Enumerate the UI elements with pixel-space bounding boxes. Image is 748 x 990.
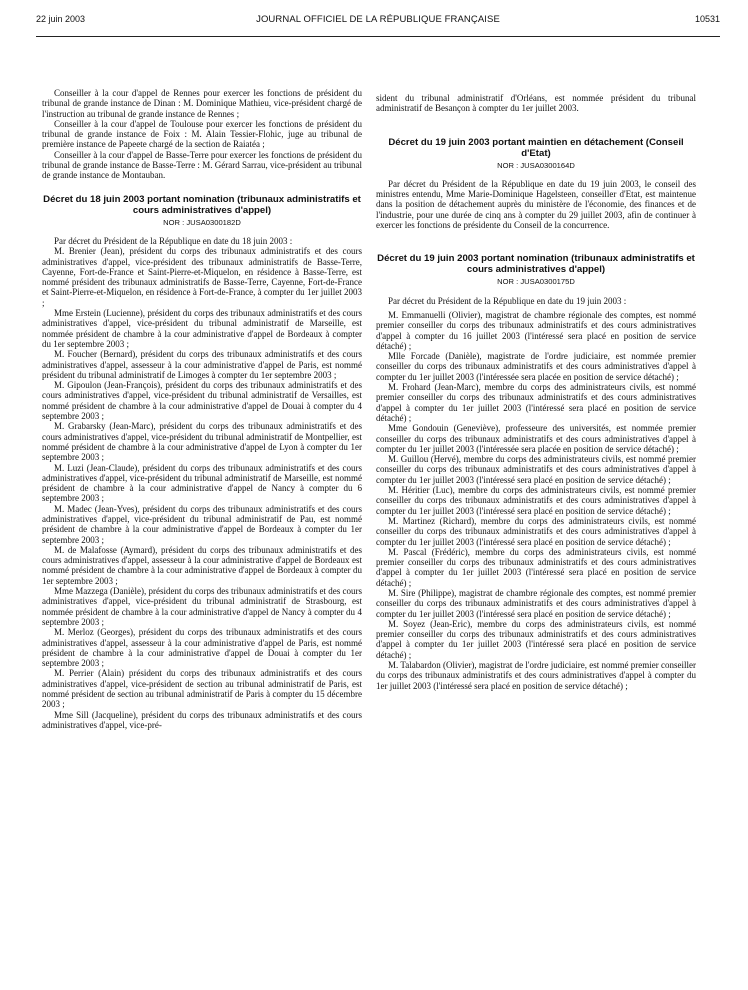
continuation-paragraph: sident du tribunal administratif d'Orléans, est nommée président du tribunal administratif de Besançon à compter du 1er juillet 2003. (376, 93, 696, 114)
decree-paragraph: M. Merloz (Georges), président du corps des tribunaux administratifs et des cours administratives d'appel, assesseur à la cour administrative d'appel de Paris, est nommé président de chambre à la cour administrative d'appel de Douai à compter du 1er septembre 2003 ; (42, 627, 362, 669)
header-rule (36, 36, 720, 37)
decree-title: Décret du 19 juin 2003 portant maintien en détachement (Conseil d'Etat) (388, 136, 684, 159)
decree-title: Décret du 18 juin 2003 portant nomination (tribunaux administratifs et cours administratives d'appel) (43, 193, 361, 216)
left-column (42, 88, 362, 990)
decree-paragraph: M. Frohard (Jean-Marc), membre du corps des administrateurs civils, est nommé premier conseiller du corps des tribunaux administratifs et des cours administratives d'appel à compter du 1er juillet 2003 (l'intéressé sera placé en position de service détaché) ; (376, 382, 696, 423)
decree-paragraph: Mme Mazzega (Danièle), président du corps des tribunaux administratifs et des cours administratives d'appel, vice-président du tribunal administratif de Strasbourg, est nommée président de chambre à la cour administrative d'appel de Nancy à compter du 4 septembre 2003 ; (42, 586, 362, 627)
decree-nor: NOR : JUSA0300175D (497, 277, 575, 287)
decree-paragraph: Par décret du Président de la République en date du 19 juin 2003, le conseil des ministres entendu, Mme Marie-Dominique Hagelsteen, conseiller d'Etat, est maintenue dans la position de détachement auprès du ministère de l'économie, des finances et de l'industrie, pour une durée de cinq ans à compter du 29 juillet 2003, afin de continuer à exercer les fonctions de présidente du Conseil de la concurrence. (376, 178, 696, 231)
intro-paragraph: Conseiller à la cour d'appel de Basse-Terre pour exercer les fonctions de président du tribunal de grande instance de Basse-Terre : M. Gérard Sarrau, vice-président au tribunal de grande instance de Montauban. (42, 149, 362, 181)
decree-paragraph: Par décret du Président de la République en date du 18 juin 2003 : (54, 235, 293, 246)
decree-paragraph: Mme Erstein (Lucienne), président du corps des tribunaux administratifs et des cours administratives d'appel, vice-président du tribunal administratif de Marseille, est nommée président de chambre à la cour administrative d'appel de Bordeaux à compter du 1er septembre 2003 ; (42, 308, 362, 349)
decree-paragraph: M. Luzi (Jean-Claude), président du corps des tribunaux administratifs et des cours administratives d'appel, vice-président du tribunal administratif de Marseille, est nommé président de chambre à la cour administrative d'appel de Nancy à compter du 6 septembre 2003 ; (42, 462, 362, 504)
decree-nor: NOR : JUSA0300164D (497, 160, 575, 170)
intro-paragraph: Conseiller à la cour d'appel de Rennes pour exercer les fonctions de président du tribunal de grande instance de Dinan : M. Dominique Mathieu, vice-président chargé de l'instruction au tribunal de grande instance de Rennes ; (42, 88, 362, 119)
decree-paragraph: Mlle Forcade (Danièle), magistrate de l'ordre judiciaire, est nommée premier conseiller du corps des tribunaux administratifs et des cours administratives d'appel à compter du 1er juillet 2003 (l'intéressée sera placée en position de service détaché) ; (376, 351, 696, 382)
decree-paragraph: M. Talabardon (Olivier), magistrat de l'ordre judiciaire, est nommé premier conseiller du corps des tribunaux administratifs et des cours administratives d'appel à compter du 1er juillet 2003 (l'intéressé sera placé en position de service détaché) ; (376, 660, 696, 691)
decree-paragraph: M. Emmanuelli (Olivier), magistrat de chambre régionale des comptes, est nommé premier conseiller du corps des tribunaux administratifs et des cours administratives d'appel à compter du 16 juillet 2003 (l'intéressé sera placé en position de service détaché) ; (376, 309, 696, 351)
decree-paragraph: M. Madec (Jean-Yves), président du corps des tribunaux administratifs et des cours administratives d'appel, vice-président du tribunal administratif de Pau, est nommé président de chambre à la cour administrative d'appel de Bordeaux à compter du 1er septembre 2003 ; (42, 503, 362, 545)
right-column (376, 93, 696, 990)
decree-paragraph: Mme Gondouin (Geneviève), professeure des universités, est nommée premier conseiller du corps des tribunaux administratifs et des cours administratives d'appel à compter du 1er juillet 2003 (l'intéressée sera placée en position de service détaché) ; (376, 423, 696, 454)
intro-paragraph: Conseiller à la cour d'appel de Toulouse pour exercer les fonctions de président du tribunal de grande instance de Foix : M. Alain Tessier-Flohic, juge au tribunal de première instance de Papeete chargé de la section de Raiatéa ; (42, 118, 362, 150)
decree-paragraph: M. Grabarsky (Jean-Marc), président du corps des tribunaux administratifs et des cours administratives d'appel, vice-président du tribunal administratif de Montpellier, est nommé président de chambre à la cour administrative d'appel de Lyon à compter du 1er septembre 2003 ; (42, 421, 362, 463)
header-date: 22 juin 2003 (36, 14, 86, 24)
decree-paragraph: Mme Sill (Jacqueline), président du corps des tribunaux administratifs et des cours administratives d'appel, vice-pré- (42, 709, 362, 730)
decree-paragraph: M. Guillou (Hervé), membre du corps des administrateurs civils, est nommé premier conseiller du corps des tribunaux administratifs et des cours administratives d'appel à compter du 1er juillet 2003 (l'intéressé sera placé en position de service détaché) ; (376, 454, 696, 485)
decree-paragraph: M. Héritier (Luc), membre du corps des administrateurs civils, est nommé premier conseiller du corps des tribunaux administratifs et des cours administratives d'appel à compter du 1er juillet 2003 (l'intéressé sera placé en position de service détaché) ; (376, 485, 696, 516)
decree-paragraph: M. Sire (Philippe), magistrat de chambre régionale des comptes, est nommé premier conseiller du corps des tribunaux administratifs et des cours administratives d'appel à compter du 1er juillet 2003 (l'intéressé sera placé en position de service détaché) ; (376, 587, 696, 619)
page-header (36, 14, 720, 30)
header-journal-title: JOURNAL OFFICIEL DE LA RÉPUBLIQUE FRANÇAISE (256, 14, 500, 25)
decree-paragraph: Par décret du Président de la République en date du 19 juin 2003 : (388, 295, 627, 306)
decree-paragraph: M. Martinez (Richard), membre du corps des administrateurs civils, est nommé conseiller du corps des tribunaux administratifs et des cours administratives d'appel à compter du 1er juillet 2003 (l'intéressé sera placé en position de service détaché) ; (376, 515, 696, 547)
decree-paragraph: M. Brenier (Jean), président du corps des tribunaux administratifs et des cours administratives d'appel, vice-président des tribunaux administratifs de Basse-Terre, Cayenne, Fort-de-France et Saint-Pierre-et-Miquelon, en résidence à Basse-Terre, est nommé président des tribunaux administratifs de Basse-Terre, Cayenne, Fort-de-France et Saint-Pierre-et-Miquelon, en résidence à Fort-de-France, à compter du 1er juillet 2003 ; (42, 246, 362, 308)
decree-paragraph: M. Pascal (Frédéric), membre du corps des administrateurs civils, est nommé premier conseiller du corps des tribunaux administratifs et des cours administratives d'appel à compter du 1er juillet 2003 (l'intéressé sera placé en position de service détaché) ; (376, 546, 696, 588)
header-page-number: 10531 (694, 14, 720, 24)
decree-paragraph: M. Soyez (Jean-Eric), membre du corps des administrateurs civils, est nommé premier conseiller du corps des tribunaux administratifs et des cours administratives d'appel à compter du 1er juillet 2003 (l'intéressé sera placé en position de service détaché) ; (376, 618, 696, 660)
decree-title: Décret du 19 juin 2003 portant nomination (tribunaux administratifs et cours administratives d'appel) (377, 253, 695, 276)
decree-nor: NOR : JUSA0300182D (163, 217, 241, 227)
decree-paragraph: M. Foucher (Bernard), président du corps des tribunaux administratifs et des cours administratives d'appel, assesseur à la cour administrative d'appel de Paris, est nommé président du tribunal administratif de Limoges à compter du 1er septembre 2003 ; (42, 349, 362, 380)
decree-paragraph: M. Gipoulon (Jean-François), président du corps des tribunaux administratifs et des cours administratives d'appel, vice-président du tribunal administratif de Versailles, est nommé président de chambre à la cour administrative d'appel de Douai à compter du 4 septembre 2003 ; (42, 380, 362, 422)
decree-paragraph: M. de Malafosse (Aymard), président du corps des tribunaux administratifs et des cours administratives d'appel, assesseur à la cour administrative d'appel de Bordeaux est nommé président de chambre à la cour administrative d'appel de Bordeaux à compter du 1er septembre 2003 ; (42, 544, 362, 586)
decree-paragraph: M. Perrier (Alain) président du corps des tribunaux administratifs et des cours administratives d'appel, vice-président de section au tribunal administratif de Paris, est nommé président de section au tribunal administratif de Paris à compter du 15 décembre 2003 ; (42, 668, 362, 710)
